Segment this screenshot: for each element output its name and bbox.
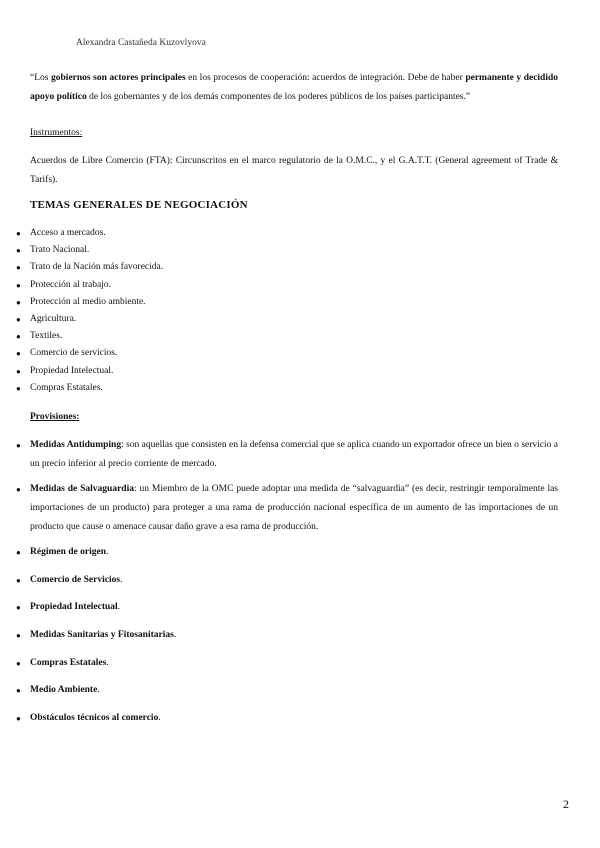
list-item-label: Textiles. xyxy=(30,331,63,342)
list-item-label: Acceso a mercados. xyxy=(30,228,106,238)
list-item xyxy=(16,380,163,397)
provision-item xyxy=(16,626,558,645)
quote-text: de los gobernantes y de los demás componentes de los poderes públicos de los países participantes.” xyxy=(86,92,471,102)
list-item xyxy=(16,328,163,345)
list-item xyxy=(16,259,163,276)
bullet-icon: ● xyxy=(16,246,21,256)
list-item-label: Agricultura. xyxy=(30,313,77,324)
list-item-label: Compras Estatales. xyxy=(30,382,103,393)
provision-term: Medidas de Salvaguardia xyxy=(30,484,134,494)
provision-term: Compras Estatales xyxy=(30,658,107,668)
quote-paragraph xyxy=(30,69,558,107)
list-item-label: Trato de la Nación más favorecida. xyxy=(30,262,164,273)
provision-item xyxy=(16,571,558,590)
provision-salvaguardia xyxy=(16,480,558,537)
bullet-icon: ● xyxy=(16,332,21,342)
provision-term: Comercio de Servicios xyxy=(30,575,121,585)
bullet-icon: ● xyxy=(16,349,21,359)
bullet-icon: ● xyxy=(16,714,21,723)
quote-text: “Los xyxy=(30,73,52,83)
provision-term: Régimen de origen xyxy=(30,547,106,557)
bullet-icon: ● xyxy=(16,603,21,612)
provisiones-heading: Provisiones: xyxy=(30,412,80,422)
bullet-icon: ● xyxy=(16,659,21,668)
bullet-icon: ● xyxy=(16,383,21,393)
bullet-icon: ● xyxy=(16,263,21,273)
provision-period: . xyxy=(97,685,100,695)
list-item xyxy=(16,294,163,311)
list-item xyxy=(16,242,163,259)
temas-heading: TEMAS GENERALES DE NEGOCIACIÓN xyxy=(30,199,248,211)
bullet-icon: ● xyxy=(16,631,21,640)
bullet-icon: ● xyxy=(16,686,21,695)
provision-period: . xyxy=(158,713,161,723)
provision-item xyxy=(16,709,558,728)
provision-item xyxy=(16,654,558,673)
bullet-icon: ● xyxy=(16,297,21,307)
bullet-icon: ● xyxy=(16,229,21,238)
bullet-icon: ● xyxy=(16,548,21,557)
list-item-label: Propiedad Intelectual. xyxy=(30,365,114,376)
provision-term: Propiedad Intelectual xyxy=(30,602,118,612)
list-item-label: Trato Nacional. xyxy=(30,245,90,256)
list-item-label: Protección al medio ambiente. xyxy=(30,296,146,307)
bullet-icon: ● xyxy=(16,485,21,494)
list-item xyxy=(16,225,163,242)
running-header: Alexandra Castañeda Kuzovlyova xyxy=(76,38,206,48)
provision-antidumping xyxy=(16,436,558,474)
provision-text: : son aquellas que consisten en la defensa comercial que se aplica cuando un exportador ofrece un bien o servicio a un precio inferior al precio corriente de mercado. xyxy=(30,440,558,469)
quote-text: en los procesos de cooperación: acuerdos de integración. Debe de haber xyxy=(185,73,466,83)
provision-text: : un Miembro de la OMC puede adoptar una medida de “salvaguardia” (es decir, restringir temporalmente las importaciones de un producto) para proteger a una rama de producción nacional específica de un aumento de las importaciones de un producto que cause o amenace causar daño grave a esa rama de producción. xyxy=(30,484,558,532)
list-item xyxy=(16,363,163,380)
instrumentos-paragraph: Acuerdos de Libre Comercio (FTA): Circunscritos en el marco regulatorio de la O.M.C., y el G.A.T.T. (General agreement of Trade & Tarifs). xyxy=(30,156,558,185)
list-item xyxy=(16,345,163,362)
provision-period: . xyxy=(173,630,177,640)
provision-term: Medio Ambiente xyxy=(30,685,98,695)
bullet-icon: ● xyxy=(16,366,21,376)
list-item xyxy=(16,277,163,294)
list-item-label: Protección al trabajo. xyxy=(30,279,111,290)
bullet-icon: ● xyxy=(16,314,21,324)
temas-list xyxy=(16,225,163,397)
provision-item xyxy=(16,598,558,617)
provision-term: Obstáculos técnicos al comercio xyxy=(30,713,159,723)
provision-term: Medidas Sanitarias y Fitosanitarias xyxy=(30,630,174,640)
provision-period: . xyxy=(106,547,109,557)
instrumentos-heading: Instrumentos: xyxy=(30,128,83,138)
provision-item xyxy=(16,681,558,700)
provision-item xyxy=(16,543,558,562)
quote-bold-text: permanente y decidido apoyo político xyxy=(30,73,559,102)
provision-period: . xyxy=(106,658,109,668)
provision-period: . xyxy=(117,602,121,612)
provision-period: . xyxy=(120,575,123,585)
page-number: 2 xyxy=(563,797,569,811)
bullet-icon: ● xyxy=(16,441,21,450)
provision-term: Medidas Antidumping xyxy=(30,440,122,450)
list-item xyxy=(16,311,163,328)
bullet-icon: ● xyxy=(16,576,21,585)
quote-bold-text: gobiernos son actores principales xyxy=(51,73,186,83)
bullet-icon: ● xyxy=(16,280,21,290)
list-item-label: Comercio de servicios. xyxy=(30,348,118,359)
